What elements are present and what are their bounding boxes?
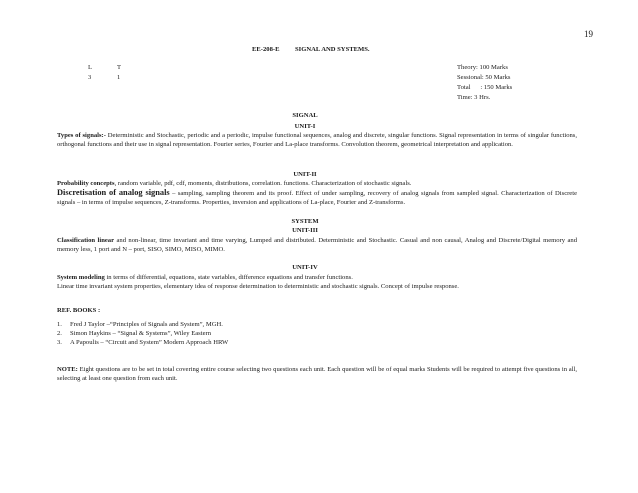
unit2-heading: UNIT-II	[293, 171, 317, 178]
course-code: EE-208-E	[252, 46, 280, 53]
unit3-lead: Classification linear	[57, 237, 115, 244]
unit4-text	[57, 273, 577, 291]
unit2-body2: – sampling, sampling theorem and its proof. Effect of under sampling, recovery of analog signals from sampled signal. Characterization of Discrete signals – in terms of impulse sequences, Z-transforms. Properties, inversion and applications of La-place, Fourier and Z-transforms.	[57, 190, 577, 207]
ref-book-num-2: 2.	[57, 330, 62, 337]
unit1-body: Deterministic and Stochastic, periodic and a periodic, impulse functional sequences, analog and discrete, singular functions. Signal representation in terms of singular functions, orthogonal functions and their use in signal representation. Fourier series, Fourier and La-place transforms. Convolution theorem, geometrical interpretation and application.	[57, 132, 578, 149]
load-t-value: 1	[117, 74, 121, 81]
unit2-text	[57, 179, 577, 208]
section-signal: SIGNAL	[292, 112, 318, 119]
load-t-label: T	[117, 64, 122, 71]
marks-time: Time: 3 Hrs.	[457, 94, 491, 101]
unit1-lead: Types of signals:-	[57, 132, 106, 139]
unit2-lead1: Probability concepts	[57, 180, 115, 187]
unit4-line2: Linear time invariant system properties, elementary idea of response determination to deterministic and stochastic signals. Concept of impulse response.	[57, 283, 459, 291]
unit3-text	[57, 236, 577, 254]
unit4-lead: System modeling	[57, 274, 105, 281]
page-number: 19	[584, 29, 593, 39]
unit1-text	[57, 131, 577, 149]
note-text	[57, 365, 577, 383]
course-title: SIGNAL AND SYSTEMS.	[295, 46, 370, 53]
ref-book-text-3: A Papoulis – “Circuit and System” Modern Approach HRW	[70, 339, 229, 346]
note-lead: NOTE:	[57, 366, 78, 373]
ref-book-text-1: Fred J Taylor –“Principles of Signals and System”, MGH.	[70, 321, 223, 328]
marks-theory: Theory: 100 Marks	[457, 64, 508, 71]
unit4-heading: UNIT-IV	[292, 264, 318, 271]
ref-book-text-2: Simon Haykins – “Signal & Systems”, Wiley Eastern	[70, 330, 211, 337]
load-l-value: 3	[88, 74, 92, 81]
load-l-label: L	[88, 64, 93, 71]
section-system: SYSTEM	[291, 218, 319, 225]
note-body: Eight questions are to be set in total covering entire course selecting two questions each unit. Each question will be of equal marks Students will be required to attempt five questions in all, selecting at least one question from each unit.	[57, 366, 577, 383]
marks-total: Total : 150 Marks	[457, 84, 513, 91]
marks-sessional: Sessional: 50 Marks	[457, 74, 511, 81]
ref-book-num-3: 3.	[57, 339, 62, 346]
unit3-heading: UNIT-III	[292, 227, 318, 234]
unit3-body: and non-linear, time invariant and time varying, Lumped and distributed. Deterministic and Stochastic. Casual and non causal, Analog and Discrete/Digital memory and memory less, 1 port and N – port, SISO, SIMO, MISO, MIMO.	[57, 237, 577, 254]
unit2-lead2: Discretisation of analog signals	[57, 188, 170, 198]
ref-book-num-1: 1.	[57, 321, 62, 328]
unit2-body1: , random variable, pdf, cdf, moments, distributions, correlation. functions. Characterization of stochastic signals.	[114, 180, 412, 187]
unit4-body: in terms of differential, equations, state variables, difference equations and transfer functions.	[104, 274, 353, 281]
ref-books-heading: REF. BOOKS :	[57, 307, 101, 314]
unit1-heading: UNIT-I	[294, 123, 316, 130]
